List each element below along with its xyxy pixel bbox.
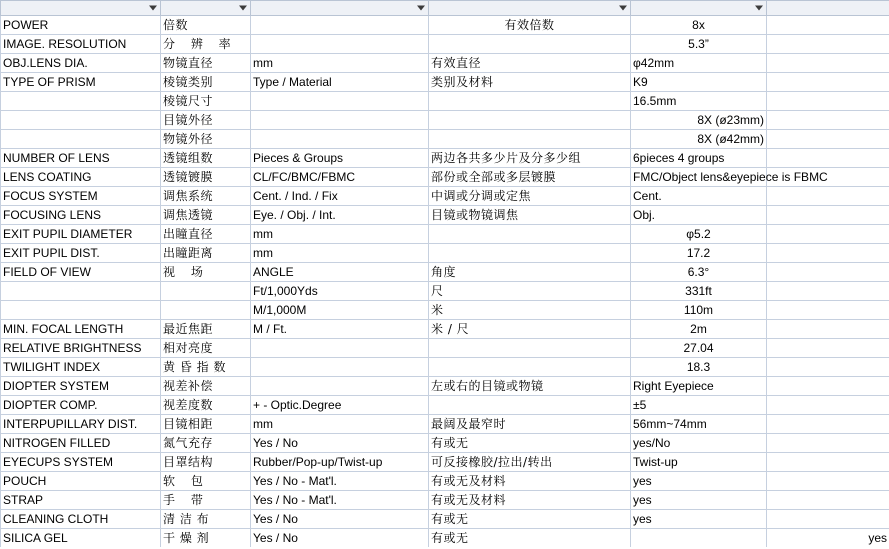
table-row (1, 149, 889, 168)
cell-notes[interactable] (767, 491, 889, 510)
chevron-down-icon[interactable] (149, 6, 157, 11)
cell-notes[interactable] (767, 111, 889, 130)
table-row (1, 73, 889, 92)
cell-value[interactable]: 331ft (631, 282, 767, 301)
cell-spec-en[interactable] (1, 282, 161, 301)
cell-unit-type[interactable]: + - Optic.Degree (251, 396, 429, 415)
cell-description[interactable]: 有或无 (429, 434, 631, 453)
cell-unit-type[interactable] (251, 16, 429, 35)
cell-value[interactable]: FMC/Object lens&eyepiece is FBMC (631, 168, 767, 187)
cell-spec-en[interactable]: TYPE OF PRISM (1, 73, 161, 92)
cell-unit-type[interactable]: Type / Material (251, 73, 429, 92)
table-row (1, 453, 889, 472)
cell-notes[interactable] (767, 54, 889, 73)
cell-spec-en[interactable]: NUMBER OF LENS (1, 149, 161, 168)
cell-notes[interactable] (767, 301, 889, 320)
cell-spec-cn[interactable]: 物镜外径 (161, 130, 251, 149)
cell-value[interactable]: 110m (631, 301, 767, 320)
cell-value[interactable]: Cent. (631, 187, 767, 206)
cell-spec-cn[interactable] (161, 301, 251, 320)
cell-notes[interactable] (767, 263, 889, 282)
filter-cell-2[interactable] (251, 1, 429, 16)
cell-spec-cn[interactable] (161, 282, 251, 301)
cell-unit-type[interactable]: ANGLE (251, 263, 429, 282)
table-row (1, 206, 889, 225)
table-row (1, 16, 889, 35)
cell-unit-type[interactable]: Yes / No - Mat'l. (251, 472, 429, 491)
cell-spec-en[interactable]: EYECUPS SYSTEM (1, 453, 161, 472)
cell-value[interactable]: 18.3 (631, 358, 767, 377)
cell-notes[interactable] (767, 16, 889, 35)
cell-value[interactable]: 8X (ø42mm) (631, 130, 767, 149)
cell-value[interactable]: ±5 (631, 396, 767, 415)
cell-description[interactable]: 尺 (429, 282, 631, 301)
cell-spec-en[interactable]: TWILIGHT INDEX (1, 358, 161, 377)
cell-spec-en[interactable]: DIOPTER COMP. (1, 396, 161, 415)
cell-unit-type[interactable] (251, 92, 429, 111)
filter-header-row (1, 1, 889, 16)
cell-spec-en[interactable] (1, 92, 161, 111)
cell-value[interactable]: 2m (631, 320, 767, 339)
table-body (1, 1, 889, 548)
cell-notes[interactable] (767, 282, 889, 301)
cell-notes[interactable] (767, 453, 889, 472)
cell-spec-en[interactable]: RELATIVE BRIGHTNESS (1, 339, 161, 358)
filter-cell-0[interactable] (1, 1, 161, 16)
cell-unit-type[interactable] (251, 377, 429, 396)
cell-spec-en[interactable]: POUCH (1, 472, 161, 491)
cell-description[interactable] (429, 35, 631, 54)
table-row (1, 263, 889, 282)
cell-unit-type[interactable]: mm (251, 54, 429, 73)
cell-value[interactable]: 6.3° (631, 263, 767, 282)
cell-notes[interactable] (767, 377, 889, 396)
cell-unit-type[interactable] (251, 358, 429, 377)
cell-unit-type[interactable] (251, 339, 429, 358)
cell-description[interactable] (429, 111, 631, 130)
cell-value[interactable]: 27.04 (631, 339, 767, 358)
cell-value[interactable]: 8X (ø23mm) (631, 111, 767, 130)
cell-unit-type[interactable] (251, 35, 429, 54)
cell-value[interactable]: yes (631, 491, 767, 510)
cell-value[interactable]: 17.2 (631, 244, 767, 263)
cell-description[interactable] (429, 358, 631, 377)
cell-unit-type[interactable]: mm (251, 415, 429, 434)
cell-spec-cn[interactable]: 棱镜类别 (161, 73, 251, 92)
cell-spec-en[interactable]: OBJ.LENS DIA. (1, 54, 161, 73)
cell-spec-cn[interactable]: 棱镜尺寸 (161, 92, 251, 111)
chevron-down-icon[interactable] (755, 6, 763, 11)
cell-spec-cn[interactable]: 氮气充存 (161, 434, 251, 453)
cell-spec-cn[interactable]: 倍数 (161, 16, 251, 35)
filter-cell-1[interactable] (161, 1, 251, 16)
table-row (1, 244, 889, 263)
cell-spec-en[interactable]: CLEANING CLOTH (1, 510, 161, 529)
cell-notes[interactable] (767, 244, 889, 263)
cell-spec-cn[interactable]: 目罩结构 (161, 453, 251, 472)
cell-unit-type[interactable]: Yes / No (251, 510, 429, 529)
cell-spec-cn[interactable]: 分 辨 率 (161, 35, 251, 54)
cell-spec-cn[interactable]: 透镜组数 (161, 149, 251, 168)
cell-spec-en[interactable] (1, 111, 161, 130)
cell-unit-type[interactable]: Eye. / Obj. / Int. (251, 206, 429, 225)
cell-value[interactable]: 5.3” (631, 35, 767, 54)
cell-spec-en[interactable]: STRAP (1, 491, 161, 510)
cell-unit-type[interactable]: mm (251, 225, 429, 244)
cell-description[interactable]: 类别及材料 (429, 73, 631, 92)
cell-spec-cn[interactable]: 相对亮度 (161, 339, 251, 358)
table-row (1, 130, 889, 149)
cell-value[interactable]: φ5.2 (631, 225, 767, 244)
cell-spec-cn[interactable]: 出瞳距离 (161, 244, 251, 263)
cell-spec-cn[interactable]: 最近焦距 (161, 320, 251, 339)
cell-notes[interactable] (767, 396, 889, 415)
table-row (1, 491, 889, 510)
cell-unit-type[interactable]: M / Ft. (251, 320, 429, 339)
table-row (1, 111, 889, 130)
filter-cell-5[interactable] (767, 1, 889, 16)
cell-unit-type[interactable]: CL/FC/BMC/FBMC (251, 168, 429, 187)
cell-notes[interactable] (767, 472, 889, 491)
cell-description[interactable]: 有或无及材料 (429, 472, 631, 491)
cell-unit-type[interactable]: mm (251, 244, 429, 263)
cell-unit-type[interactable]: Rubber/Pop-up/Twist-up (251, 453, 429, 472)
cell-description[interactable]: 目镜或物镜调焦 (429, 206, 631, 225)
cell-spec-en[interactable]: FOCUSING LENS (1, 206, 161, 225)
table-row (1, 472, 889, 491)
table-row (1, 396, 889, 415)
table-row (1, 282, 889, 301)
cell-spec-en[interactable]: POWER (1, 16, 161, 35)
cell-unit-type[interactable]: Ft/1,000Yds (251, 282, 429, 301)
cell-value[interactable] (631, 529, 767, 548)
cell-notes[interactable] (767, 149, 889, 168)
cell-value[interactable]: 56mm~74mm (631, 415, 767, 434)
cell-description[interactable]: 米 (429, 301, 631, 320)
cell-notes[interactable] (767, 320, 889, 339)
cell-spec-cn[interactable]: 视差补偿 (161, 377, 251, 396)
cell-description[interactable] (429, 225, 631, 244)
cell-spec-en[interactable]: FIELD OF VIEW (1, 263, 161, 282)
cell-notes[interactable]: yes (767, 529, 889, 548)
table-row (1, 168, 889, 187)
cell-description[interactable]: 有效倍数 (429, 16, 631, 35)
cell-spec-cn[interactable]: 出瞳直径 (161, 225, 251, 244)
cell-notes[interactable] (767, 225, 889, 244)
cell-unit-type[interactable]: Yes / No (251, 529, 429, 548)
cell-unit-type[interactable]: Cent. / Ind. / Fix (251, 187, 429, 206)
cell-value[interactable]: Obj. (631, 206, 767, 225)
cell-description[interactable] (429, 92, 631, 111)
cell-spec-en[interactable]: MIN. FOCAL LENGTH (1, 320, 161, 339)
cell-unit-type[interactable] (251, 111, 429, 130)
cell-spec-en[interactable]: INTERPUPILLARY DIST. (1, 415, 161, 434)
cell-spec-cn[interactable]: 透镜镀膜 (161, 168, 251, 187)
cell-spec-en[interactable]: DIOPTER SYSTEM (1, 377, 161, 396)
cell-notes[interactable] (767, 73, 889, 92)
cell-description[interactable]: 左或右的目镜或物镜 (429, 377, 631, 396)
cell-description[interactable]: 有效直径 (429, 54, 631, 73)
filter-cell-4[interactable] (631, 1, 767, 16)
cell-description[interactable]: 部份或全部或多层镀膜 (429, 168, 631, 187)
table-row (1, 434, 889, 453)
cell-description[interactable]: 角度 (429, 263, 631, 282)
table-row (1, 225, 889, 244)
cell-spec-cn[interactable]: 黄 昏 指 数 (161, 358, 251, 377)
cell-spec-en[interactable]: FOCUS SYSTEM (1, 187, 161, 206)
cell-value[interactable]: 6pieces 4 groups (631, 149, 767, 168)
cell-value[interactable]: yes (631, 510, 767, 529)
cell-spec-cn[interactable]: 视 场 (161, 263, 251, 282)
cell-spec-cn[interactable]: 调焦系统 (161, 187, 251, 206)
cell-notes[interactable] (767, 415, 889, 434)
chevron-down-icon[interactable] (619, 6, 627, 11)
cell-description[interactable]: 最阔及最窄时 (429, 415, 631, 434)
table-row (1, 358, 889, 377)
cell-notes[interactable] (767, 130, 889, 149)
cell-spec-cn[interactable]: 手 带 (161, 491, 251, 510)
cell-value[interactable]: 8x (631, 16, 767, 35)
cell-description[interactable] (429, 396, 631, 415)
cell-notes[interactable] (767, 92, 889, 111)
cell-spec-cn[interactable]: 调焦透镜 (161, 206, 251, 225)
cell-notes[interactable] (767, 434, 889, 453)
cell-value[interactable]: yes (631, 472, 767, 491)
table-row (1, 377, 889, 396)
cell-description[interactable]: 有或无 (429, 510, 631, 529)
cell-description[interactable]: 中调或分调或定焦 (429, 187, 631, 206)
cell-value[interactable]: φ42mm (631, 54, 767, 73)
cell-spec-cn[interactable]: 清 洁 布 (161, 510, 251, 529)
cell-value[interactable]: 16.5mm (631, 92, 767, 111)
table-row (1, 339, 889, 358)
cell-notes[interactable] (767, 35, 889, 54)
table-row (1, 301, 889, 320)
cell-spec-en[interactable]: LENS COATING (1, 168, 161, 187)
cell-notes[interactable] (767, 358, 889, 377)
table-row (1, 510, 889, 529)
cell-unit-type[interactable]: Pieces & Groups (251, 149, 429, 168)
cell-spec-cn[interactable]: 视差度数 (161, 396, 251, 415)
cell-spec-cn[interactable]: 目镜相距 (161, 415, 251, 434)
cell-notes[interactable] (767, 206, 889, 225)
cell-description[interactable]: 有或无及材料 (429, 491, 631, 510)
cell-unit-type[interactable]: Yes / No - Mat'l. (251, 491, 429, 510)
cell-spec-en[interactable] (1, 301, 161, 320)
cell-unit-type[interactable] (251, 130, 429, 149)
chevron-down-icon[interactable] (417, 6, 425, 11)
cell-spec-en[interactable]: EXIT PUPIL DIST. (1, 244, 161, 263)
cell-description[interactable]: 米 / 尺 (429, 320, 631, 339)
cell-description[interactable] (429, 244, 631, 263)
table-row (1, 320, 889, 339)
cell-spec-cn[interactable]: 目镜外径 (161, 111, 251, 130)
cell-notes[interactable] (767, 510, 889, 529)
cell-spec-cn[interactable]: 物镜直径 (161, 54, 251, 73)
cell-spec-en[interactable]: SILICA GEL (1, 529, 161, 548)
cell-description[interactable]: 有或无 (429, 529, 631, 548)
chevron-down-icon[interactable] (239, 6, 247, 11)
cell-description[interactable]: 两边各共多少片及分多少组 (429, 149, 631, 168)
cell-spec-en[interactable]: EXIT PUPIL DIAMETER (1, 225, 161, 244)
cell-notes[interactable] (767, 187, 889, 206)
table-row (1, 529, 889, 548)
cell-spec-cn[interactable]: 软 包 (161, 472, 251, 491)
table-row (1, 35, 889, 54)
cell-value[interactable]: K9 (631, 73, 767, 92)
table-row (1, 92, 889, 111)
filter-cell-3[interactable] (429, 1, 631, 16)
cell-unit-type[interactable]: Yes / No (251, 434, 429, 453)
cell-spec-en[interactable]: NITROGEN FILLED (1, 434, 161, 453)
cell-unit-type[interactable]: M/1,000M (251, 301, 429, 320)
cell-value[interactable]: Twist-up (631, 453, 767, 472)
table-row (1, 54, 889, 73)
table-row (1, 415, 889, 434)
cell-notes[interactable] (767, 339, 889, 358)
cell-value[interactable]: Right Eyepiece (631, 377, 767, 396)
cell-description[interactable]: 可反接橡胶/拉出/转出 (429, 453, 631, 472)
cell-value[interactable]: yes/No (631, 434, 767, 453)
cell-description[interactable] (429, 130, 631, 149)
cell-spec-en[interactable] (1, 130, 161, 149)
cell-spec-cn[interactable]: 干 燥 剂 (161, 529, 251, 548)
table-row (1, 187, 889, 206)
cell-spec-en[interactable]: IMAGE. RESOLUTION (1, 35, 161, 54)
cell-description[interactable] (429, 339, 631, 358)
